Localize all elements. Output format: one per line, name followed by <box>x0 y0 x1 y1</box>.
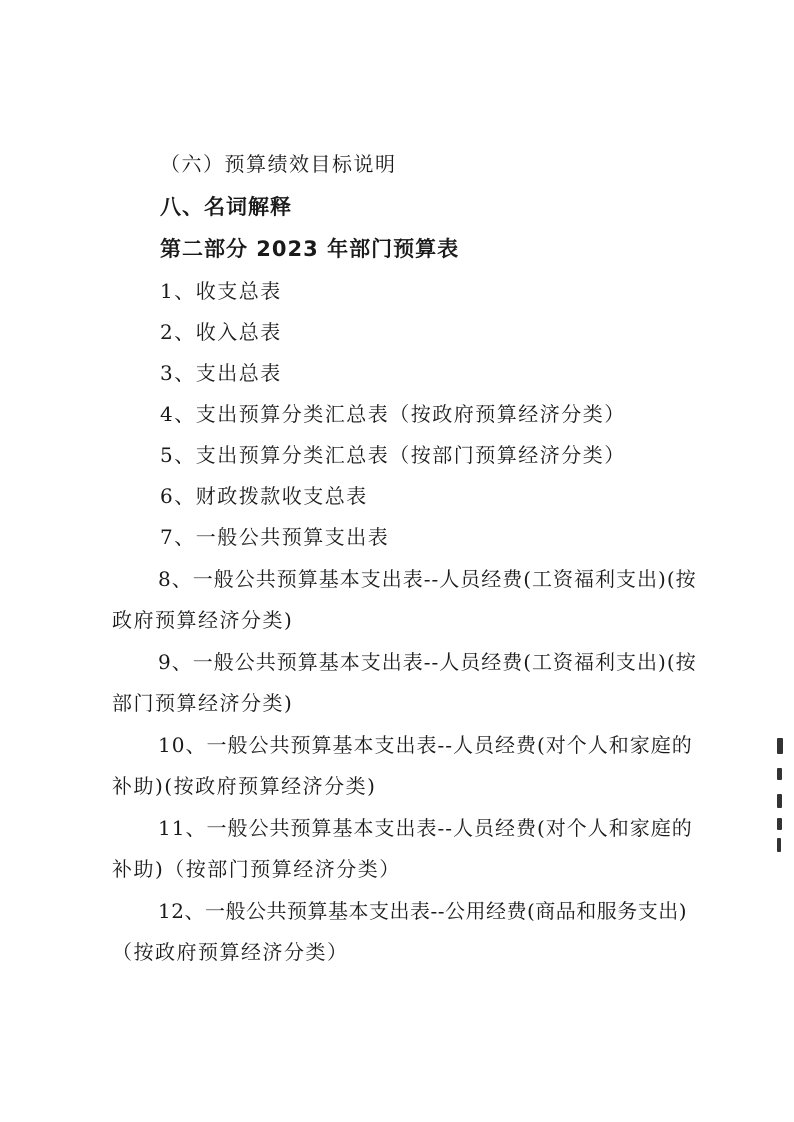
list-item: 7、一般公共预算支出表 <box>160 525 390 549</box>
scan-edge-marks <box>777 738 787 858</box>
list-item-continuation: （按政府预算经济分类） <box>112 940 349 964</box>
list-item-continuation: 政府预算经济分类) <box>112 608 294 632</box>
section-6-item: （六）预算绩效目标说明 <box>160 152 397 176</box>
section-8-heading: 八、名词解释 <box>160 195 292 219</box>
list-item: 6、财政拨款收支总表 <box>160 484 368 508</box>
list-item: 2、收入总表 <box>160 320 282 344</box>
list-item: 12、一般公共预算基本支出表--公用经费(商品和服务支出) <box>158 899 688 923</box>
part-2-heading: 第二部分 2023 年部门预算表 <box>160 237 460 261</box>
list-item: 9、一般公共预算基本支出表--人员经费(工资福利支出)(按 <box>158 650 697 674</box>
list-item: 11、一般公共预算基本支出表--人员经费(对个人和家庭的 <box>158 816 693 840</box>
list-item: 8、一般公共预算基本支出表--人员经费(工资福利支出)(按 <box>158 567 697 591</box>
list-item: 5、支出预算分类汇总表（按部门预算经济分类） <box>160 443 626 467</box>
list-item-continuation: 补助)(按政府预算经济分类) <box>112 774 377 798</box>
list-item: 4、支出预算分类汇总表（按政府预算经济分类） <box>160 402 626 426</box>
list-item: 1、收支总表 <box>160 279 282 303</box>
list-item-continuation: 部门预算经济分类) <box>112 691 294 715</box>
list-item: 3、支出总表 <box>160 361 282 385</box>
list-item: 10、一般公共预算基本支出表--人员经费(对个人和家庭的 <box>158 733 693 757</box>
list-item-continuation: 补助)（按部门预算经济分类） <box>112 857 401 881</box>
